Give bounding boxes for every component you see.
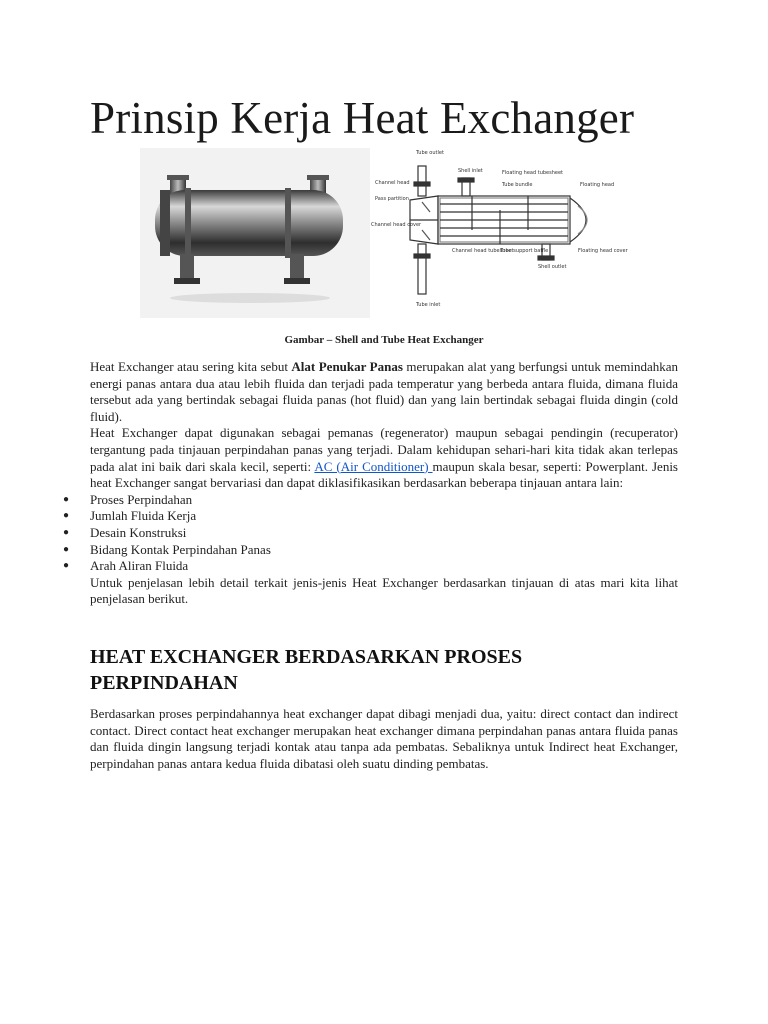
paragraph-usage <box>90 425 678 491</box>
paragraph-definition-start: Heat Exchanger atau sering kita sebut <box>90 359 292 374</box>
label-tube-inlet: Tube inlet <box>416 302 441 308</box>
ac-link[interactable]: AC (Air Conditioner) <box>314 458 433 474</box>
label-shell-inlet: Shell inlet <box>458 168 483 174</box>
paragraph-usage-end: maupun skala besar, seperti: Powerplant. Jenis heat Exchanger sangat bervariasi dan dapat diklasifikasikan berdasarkan beberapa tinjauan antara lain: <box>90 458 678 491</box>
label-floating-head-tubesheet: Floating head tubesheet <box>502 170 564 176</box>
label-shell-outlet: Shell outlet <box>538 264 567 270</box>
paragraph-usage-start: Heat Exchanger dapat digunakan sebagai pemanas (regenerator) maupun sebagai pendingin (recuperator) tergantung pada tinjauan perpindahan panas yang terjadi. Dalam kehidupan sehari-hari kita tidak akan terlepas pada alat ini baik dari skala kecil, seperti: <box>90 425 678 474</box>
list-item-label: Proses Perpindahan <box>90 491 193 507</box>
label-channel-head-tubesheet: Channel head tubesheet <box>452 248 514 254</box>
label-channel-head: Channel head <box>375 180 410 186</box>
bullet-icon: ● <box>63 510 70 522</box>
list-item <box>63 524 678 542</box>
bullet-icon: ● <box>63 543 70 555</box>
label-channel-head-cover: Channel head cover <box>371 222 422 228</box>
heat-exchanger-figure <box>140 148 628 318</box>
bullet-icon: ● <box>63 560 70 572</box>
label-pass-partition: Pass partition <box>375 196 409 202</box>
label-tube-outlet: Tube outlet <box>416 150 444 156</box>
intro-section <box>63 359 678 608</box>
label-floating-head: Floating head <box>580 182 615 188</box>
list-item <box>63 541 678 559</box>
list-item-label: Arah Aliran Fluida <box>90 558 189 574</box>
bullet-icon: ● <box>63 493 70 505</box>
process-section <box>90 706 678 772</box>
classification-list <box>63 491 678 575</box>
list-item-label: Bidang Kontak Perpindahan Panas <box>90 541 271 557</box>
label-tube-support-baffle: Tube support baffle <box>500 248 549 254</box>
paragraph-followup: Untuk penjelasan lebih detail terkait jenis-jenis Heat Exchanger berdasarkan tinjauan di atas mari kita lihat penjelasan berikut. <box>90 574 678 607</box>
heat-exchanger-illustration <box>140 148 628 318</box>
exchanger-schematic <box>410 166 587 294</box>
list-item-label: Jumlah Fluida Kerja <box>90 508 197 524</box>
bullet-icon: ● <box>63 526 70 538</box>
paragraph-definition-end: merupakan alat yang berfungsi untuk memindahkan energi panas antara dua atau lebih fluida dan terjadi pada temperatur yang berbeda antara fluida, dimana fluida tersebut ada yang bertindak sebagai fluida panas (hot fluid) dan yang lain bertindak sebagai fluida dingin (cold fluid). <box>90 359 678 424</box>
paragraph-definition <box>90 359 678 425</box>
list-item-label: Desain Konstruksi <box>90 524 187 540</box>
page-title: Prinsip Kerja Heat Exchanger <box>90 93 635 143</box>
label-tube-bundle: Tube bundle <box>502 182 533 188</box>
list-item <box>63 558 678 575</box>
list-item <box>63 508 678 525</box>
paragraph-process: Berdasarkan proses perpindahannya heat exchanger dapat dibagi menjadi dua, yaitu: direct contact dan indirect contact. Direct contact heat exchanger merupakan heat exchanger dimana perpindahan panas antara fluida panas dan fluida dingin langsung terjadi kontak atau tanpa ada pembatas. Sebaliknya untuk Indirect heat Exchanger, perpindahan panas antara kedua fluida dibatasi oleh suatu dinding pembatas. <box>90 706 678 771</box>
label-floating-head-cover: Floating head cover <box>578 248 628 254</box>
section-heading: HEAT EXCHANGER BERDASARKAN PROSES PERPINDAHAN <box>90 646 523 694</box>
list-item <box>63 491 678 509</box>
term-alat-penukar-panas: Alat Penukar Panas <box>291 359 403 374</box>
figure-caption: Gambar – Shell and Tube Heat Exchanger <box>284 334 484 346</box>
